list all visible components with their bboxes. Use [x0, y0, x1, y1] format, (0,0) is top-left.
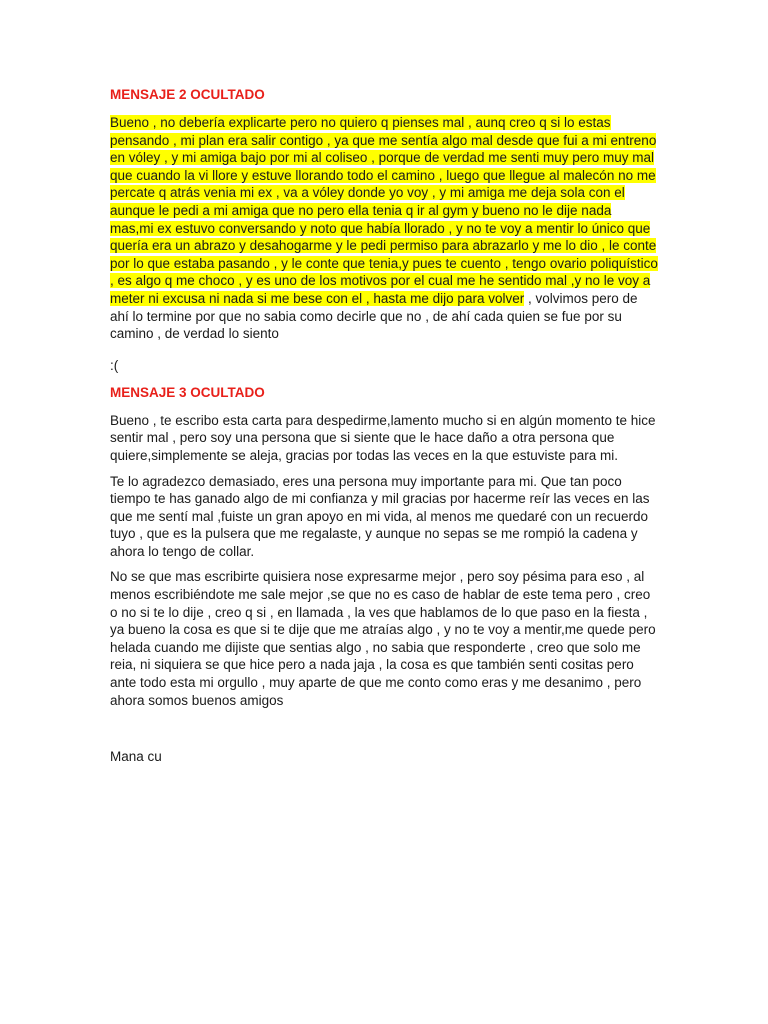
message-3-paragraph-1: Bueno , te escribo esta carta para despedirme,lamento mucho si en algún momento te hice sentir mal , pero soy una persona que si siente que le hace daño a otra persona que quiere,simplemente se aleja, gracias por todas las veces en la que estuviste para mi. — [110, 412, 656, 463]
signature: Mana cu — [110, 749, 162, 765]
sad-emoticon-text: :( — [110, 357, 119, 373]
highlighted-text: Bueno , no debería explicarte pero no quiero q pienses mal , aunq creo q si lo estas pensando , mi plan era salir contigo , ya que me sentía algo mal desde que fui a mi entreno en vóley , y mi amiga bajo por mi al coliseo , porque de verdad me senti muy pero muy mal que cuando la vi llore y estuve llorando todo el camino , luego que llegue al malecón no me percate q atrás venia mi ex , va a vóley donde yo voy , y mi amiga me deja sola con el aunque le pedi a mi amiga que no pero ella tenia q ir al gym y bueno no le dije nada mas,mi ex estuvo conversando y noto que había llorado , y no te voy a mentir lo único que quería era un abrazo y desahogarme y le pedi permiso para abrazarlo y me lo dio , le conte por lo que estaba pasando , y le conte que tenia,y pues te cuento , tengo ovario poliquístico , es algo q me choco , y es uno de los motivos por el cual me he sentido mal ,y no le voy a meter ni excusa ni nada si me bese con el , hasta me dijo para volver — [110, 115, 658, 306]
message-2-paragraph — [110, 114, 658, 343]
plain-text: , volvimos pero de ahí lo termine por que no sabia como decirle que no , de ahí cada quien se fue por su camino , de verdad lo siento — [110, 290, 638, 342]
message-3-heading: MENSAJE 3 OCULTADO — [110, 384, 265, 400]
message-2-heading: MENSAJE 2 OCULTADO — [110, 87, 265, 102]
message-3-paragraph-2: Te lo agradezco demasiado, eres una persona muy importante para mi. Que tan poco tiempo te has ganado algo de mi confianza y mil gracias por hacerme reír las veces en las que me sentí mal ,fuiste un gran apoyo en mi vida, al menos me quedaré con un recuerdo tuyo , que es la pulsera que me regalaste, y aunque no sepas se me rompió la cadena y ahora lo tengo de collar. — [110, 473, 650, 559]
message-3-paragraph-3: No se que mas escribirte quisiera nose expresarme mejor , pero soy pésima para eso , al menos escribiéndote me sale mejor ,se que no es caso de hablar de este tema pero , creo o no si te lo dije , creo q si , en llamada , la ves que hablamos de lo que paso en la fiesta , ya bueno la cosa es que si te dije que me atraías algo , y no te voy a mentir,me quede pero helada cuando me dijiste que sentias algo , no sabia que responderte , creo que solo me reia, ni siquiera se que hice pero a nada jaja , la cosa es que también senti cositas pero ante todo esta mi orgullo , muy aparte de que me conto como eras y me desanimo , pero ahora somos buenos amigos — [110, 569, 656, 708]
